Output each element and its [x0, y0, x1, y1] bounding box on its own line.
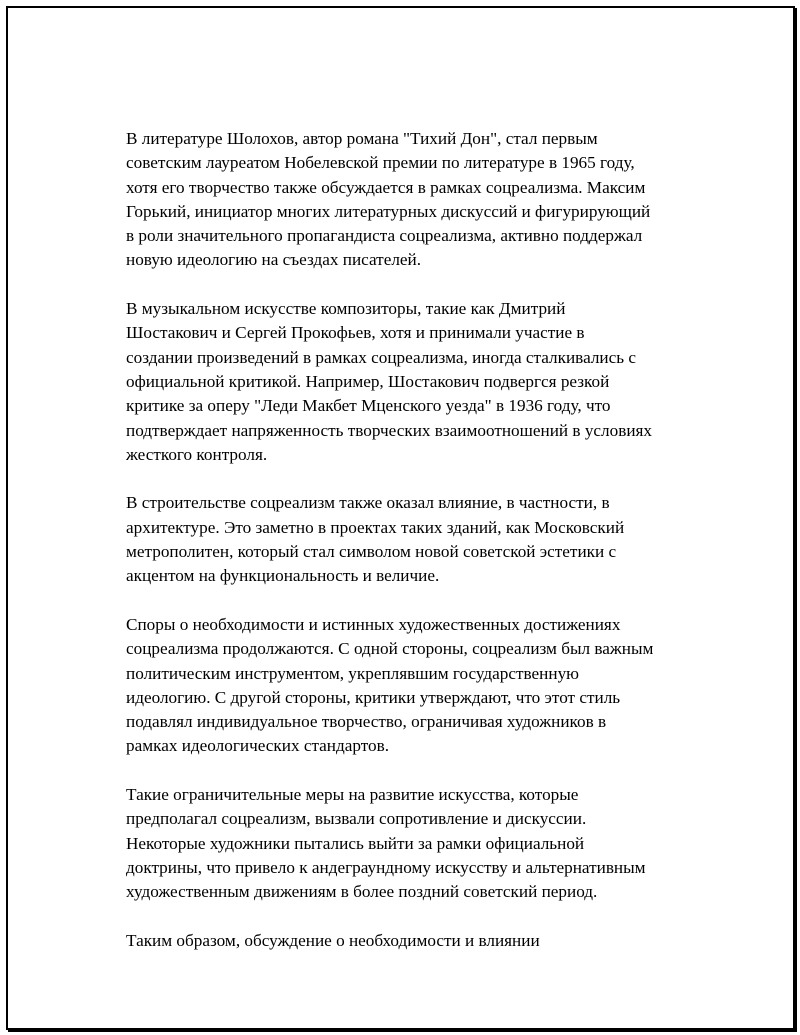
paragraph-architecture: В строительстве соцреализм также оказал влияние, в частности, в архитектуре. Это заметно в проектах таких зданий, как Московский метрополитен, который стал символом новой советской эстетики с акцентом на функциональность и величие. — [126, 493, 625, 586]
paragraph-restrictions: Такие ограничительные меры на развитие искусства, которые предполагал соцреализм, вызвали сопротивление и дискуссии. Некоторые художники пытались выйти за рамки официальной доктрины, что привело к андеграундному искусству и альтернативным художественным движениям в более поздний советский период. — [126, 785, 646, 902]
paragraph-conclusion: Таким образом, обсуждение о необходимости и влиянии — [126, 930, 540, 950]
document-body — [126, 127, 701, 977]
page-frame — [6, 6, 795, 1030]
paragraph-literature: В литературе Шолохов, автор романа "Тихий Дон", стал первым советским лауреатом Нобелевской премии по литературе в 1965 году, хотя его творчество также обсуждается в рамках соцреализма. Максим Горький, инициатор многих литературных дискуссий и фигурирующий в роли значительного пропагандиста соцреализма, активно поддержал новую идеологию на съездах писателей. — [126, 129, 651, 270]
paragraph-music: В музыкальном искусстве композиторы, такие как Дмитрий Шостакович и Сергей Прокофьев, хотя и принимали участие в создании произведений в рамках соцреализма, иногда сталкивались с официальной критикой. Например, Шостакович подвергся резкой критике за оперу "Леди Макбет Мценского уезда" в 1936 году, что подтверждает напряженность творческих взаимоотношений в условиях жесткого контроля. — [126, 299, 653, 464]
paragraph-debates: Споры о необходимости и истинных художественных достижениях соцреализма продолжаются. С одной стороны, соцреализм был важным политическим инструментом, укреплявшим государственную идеологию. С другой стороны, критики утверждают, что этот стиль подавлял индивидуальное творчество, ограничивая художников в рамках идеологических стандартов. — [126, 614, 654, 756]
